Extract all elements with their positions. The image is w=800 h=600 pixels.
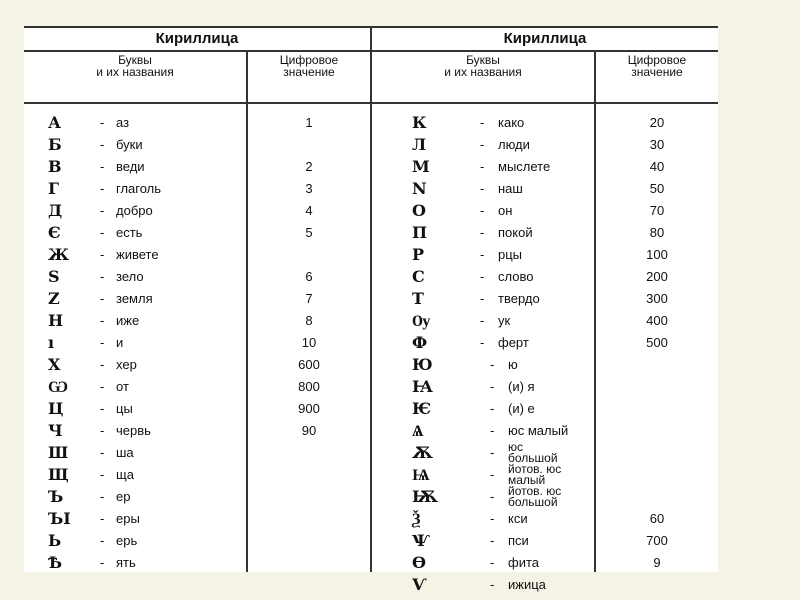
- right-table-row: [372, 112, 718, 134]
- right-table-row: [372, 464, 718, 486]
- letter-name: живете: [116, 247, 159, 262]
- right-table-row: [372, 530, 718, 552]
- letter-glyph: Ш: [48, 443, 69, 462]
- numeric-value: 300: [646, 291, 668, 306]
- letter-name: пси: [508, 533, 529, 548]
- dash-separator: -: [490, 379, 495, 394]
- letter-glyph: Ч: [48, 421, 63, 440]
- letter-glyph: Є: [48, 223, 61, 242]
- letter-name: слово: [498, 269, 534, 284]
- letter-name: ижица: [508, 577, 546, 592]
- numeric-value: 600: [298, 357, 320, 372]
- right-table-title: Кириллица: [372, 26, 718, 52]
- left-table-row: [24, 288, 370, 310]
- letter-name: рцы: [498, 247, 523, 262]
- dash-separator: -: [490, 489, 495, 504]
- right-header-letters-text: Буквы и их названия: [444, 53, 522, 79]
- numeric-value: 20: [649, 115, 665, 130]
- numeric-value: 90: [301, 423, 317, 438]
- numeric-value: 700: [646, 533, 668, 548]
- letter-glyph: ЪI: [48, 509, 71, 528]
- left-table-row: [24, 442, 370, 464]
- left-table-row: [24, 398, 370, 420]
- dash-separator: -: [100, 291, 105, 306]
- dash-separator: -: [100, 115, 105, 130]
- numeric-value: 80: [649, 225, 665, 240]
- letter-glyph: Х: [48, 355, 61, 374]
- numeric-value: 50: [649, 181, 665, 196]
- left-table-row: [24, 266, 370, 288]
- letter-name: ерь: [116, 533, 138, 548]
- dash-separator: -: [100, 401, 105, 416]
- letter-name: веди: [116, 159, 145, 174]
- left-table-row: [24, 222, 370, 244]
- letter-name: покой: [498, 225, 533, 240]
- letter-glyph: Ъ: [48, 487, 64, 506]
- left-table-row: [24, 530, 370, 552]
- dash-separator: -: [490, 577, 495, 592]
- dash-separator: -: [100, 137, 105, 152]
- letter-name: (и) е: [508, 401, 535, 416]
- left-table-row: [24, 244, 370, 266]
- left-table-row: [24, 552, 370, 574]
- dash-separator: -: [100, 269, 105, 284]
- right-table-row: [372, 288, 718, 310]
- dash-separator: -: [480, 203, 485, 218]
- right-table-row: [372, 200, 718, 222]
- numeric-value: 8: [305, 313, 313, 328]
- left-table-row: [24, 508, 370, 530]
- letter-glyph: Р: [412, 245, 425, 264]
- letter-glyph: П: [412, 223, 428, 242]
- letter-glyph: В: [48, 157, 62, 176]
- numeric-value: 70: [649, 203, 665, 218]
- right-table-row: [372, 222, 718, 244]
- numeric-value: 30: [649, 137, 665, 152]
- letter-glyph: Г: [48, 179, 60, 198]
- letter-name: он: [498, 203, 513, 218]
- letter-name: аз: [116, 115, 130, 130]
- letter-glyph: Ѣ: [48, 553, 63, 572]
- numeric-value: 100: [646, 247, 668, 262]
- letter-glyph: N: [412, 179, 427, 198]
- right-table-row: [372, 398, 718, 420]
- letter-name: ща: [116, 467, 134, 482]
- numeric-value: 900: [298, 401, 320, 416]
- letter-name: наш: [498, 181, 523, 196]
- dash-separator: -: [100, 225, 105, 240]
- numeric-value: 3: [305, 181, 313, 196]
- right-header-value-text: Цифровое значение: [627, 53, 687, 79]
- left-header-letters-text: Буквы и их названия: [96, 53, 174, 79]
- right-table-row: [372, 178, 718, 200]
- letter-name: земля: [116, 291, 153, 306]
- letter-glyph: Ѧ: [412, 421, 424, 440]
- numeric-value: 5: [305, 225, 313, 240]
- letter-glyph: Д: [48, 201, 63, 220]
- right-header-value: [596, 50, 718, 104]
- letter-name: и: [116, 335, 124, 350]
- letter-glyph: Ѩ: [412, 465, 430, 484]
- letter-name: иже: [116, 313, 140, 328]
- numeric-value: 800: [298, 379, 320, 394]
- letter-glyph: Ζ: [48, 289, 60, 308]
- letter-glyph: Ꙗ: [412, 377, 433, 396]
- dash-separator: -: [490, 445, 495, 460]
- dash-separator: -: [100, 533, 105, 548]
- left-table-row: [24, 332, 370, 354]
- letter-glyph: С: [412, 267, 425, 286]
- dash-separator: -: [490, 357, 495, 372]
- dash-separator: -: [100, 335, 105, 350]
- right-table-row: [372, 442, 718, 464]
- letter-name: зело: [116, 269, 144, 284]
- numeric-value: 500: [646, 335, 668, 350]
- letter-name: како: [498, 115, 525, 130]
- right-table-row: [372, 420, 718, 442]
- letter-name: юс малый: [508, 423, 569, 438]
- letter-name: твердо: [498, 291, 540, 306]
- letter-name: фита: [508, 555, 539, 570]
- letter-glyph: Ь: [48, 531, 62, 550]
- letter-name: (и) я: [508, 379, 535, 394]
- left-table-row: [24, 420, 370, 442]
- left-table-row: [24, 156, 370, 178]
- numeric-value: 400: [646, 313, 668, 328]
- dash-separator: -: [100, 313, 105, 328]
- left-table-row: [24, 486, 370, 508]
- left-rows: [24, 112, 370, 574]
- left-table-row: [24, 310, 370, 332]
- dash-separator: -: [100, 357, 105, 372]
- right-table-row: [372, 266, 718, 288]
- right-table: [372, 26, 718, 594]
- right-table-row: [372, 486, 718, 508]
- letter-glyph: Ѹ: [412, 311, 431, 330]
- left-table-row: [24, 354, 370, 376]
- letter-glyph: Ю: [412, 355, 433, 374]
- letter-glyph: Ѕ: [48, 267, 60, 286]
- numeric-value: 40: [649, 159, 665, 174]
- letter-name: от: [116, 379, 129, 394]
- right-table-row: [372, 332, 718, 354]
- left-header-value: [248, 50, 370, 104]
- dash-separator: -: [480, 225, 485, 240]
- dash-separator: -: [480, 159, 485, 174]
- dash-separator: -: [480, 247, 485, 262]
- letter-name: есть: [116, 225, 143, 240]
- letter-glyph: Ѡ: [48, 377, 69, 396]
- left-header-letters: [24, 50, 246, 104]
- letter-glyph: Б: [48, 135, 62, 154]
- letter-glyph: О: [412, 201, 426, 220]
- letter-glyph: Ф: [412, 333, 428, 352]
- dash-separator: -: [100, 445, 105, 460]
- dash-separator: -: [100, 203, 105, 218]
- dash-separator: -: [480, 291, 485, 306]
- letter-name: ер: [116, 489, 131, 504]
- dash-separator: -: [480, 335, 485, 350]
- dash-separator: -: [100, 423, 105, 438]
- dash-separator: -: [480, 269, 485, 284]
- dash-separator: -: [480, 115, 485, 130]
- numeric-value: 1: [305, 115, 313, 130]
- letter-name: ферт: [498, 335, 529, 350]
- letter-name: люди: [498, 137, 530, 152]
- letter-glyph: Ѱ: [412, 531, 430, 550]
- dash-separator: -: [480, 313, 485, 328]
- letter-name: йотов. юс малый: [508, 462, 562, 487]
- dash-separator: -: [490, 467, 495, 482]
- letter-glyph: Ж: [48, 245, 69, 264]
- letter-glyph: Ц: [48, 399, 64, 418]
- dash-separator: -: [490, 555, 495, 570]
- dash-separator: -: [100, 467, 105, 482]
- dash-separator: -: [100, 511, 105, 526]
- left-table-row: [24, 376, 370, 398]
- dash-separator: -: [490, 401, 495, 416]
- left-table: [24, 26, 372, 572]
- letter-glyph: Ѯ: [412, 509, 421, 528]
- dash-separator: -: [490, 511, 495, 526]
- letter-name: мыслете: [498, 159, 551, 174]
- letter-name: йотов. юс большой: [508, 484, 562, 509]
- letter-glyph: Ѫ: [412, 443, 433, 462]
- letter-name: ю: [508, 357, 518, 372]
- letter-glyph: Ѭ: [412, 487, 439, 506]
- left-table-row: [24, 200, 370, 222]
- dash-separator: -: [480, 137, 485, 152]
- letter-glyph: К: [412, 113, 427, 132]
- dash-separator: -: [490, 533, 495, 548]
- right-header-letters: [372, 50, 594, 104]
- left-table-row: [24, 178, 370, 200]
- right-table-row: [372, 552, 718, 574]
- letter-glyph: Т: [412, 289, 424, 308]
- dash-separator: -: [490, 423, 495, 438]
- letter-name: цы: [116, 401, 133, 416]
- letter-name: червь: [116, 423, 151, 438]
- letter-name: юс большой: [508, 440, 558, 465]
- numeric-value: 2: [305, 159, 313, 174]
- letter-glyph: Щ: [48, 465, 69, 484]
- right-table-row: [372, 376, 718, 398]
- letter-glyph: ı: [48, 333, 55, 352]
- right-table-row: [372, 134, 718, 156]
- cyrillic-table: [24, 26, 718, 594]
- letter-name: ша: [116, 445, 134, 460]
- right-table-row: [372, 156, 718, 178]
- right-table-row: [372, 574, 718, 596]
- right-table-row: [372, 244, 718, 266]
- dash-separator: -: [100, 379, 105, 394]
- numeric-value: 60: [649, 511, 665, 526]
- left-table-row: [24, 464, 370, 486]
- right-table-row: [372, 310, 718, 332]
- letter-glyph: Л: [412, 135, 427, 154]
- numeric-value: 9: [653, 555, 661, 570]
- dash-separator: -: [100, 159, 105, 174]
- dash-separator: -: [100, 181, 105, 196]
- letter-name: буки: [116, 137, 143, 152]
- letter-glyph: М: [412, 157, 430, 176]
- left-table-row: [24, 112, 370, 134]
- numeric-value: 6: [305, 269, 313, 284]
- letter-name: глаголь: [116, 181, 162, 196]
- letter-glyph: А: [48, 113, 62, 132]
- numeric-value: 200: [646, 269, 668, 284]
- letter-name: еры: [116, 511, 140, 526]
- numeric-value: 7: [305, 291, 313, 306]
- dash-separator: -: [100, 247, 105, 262]
- dash-separator: -: [100, 489, 105, 504]
- letter-name: кси: [508, 511, 528, 526]
- dash-separator: -: [480, 181, 485, 196]
- right-rows: [372, 112, 718, 596]
- letter-glyph: Ѥ: [412, 399, 432, 418]
- letter-name: добро: [116, 203, 153, 218]
- right-table-row: [372, 354, 718, 376]
- letter-name: хер: [116, 357, 137, 372]
- letter-glyph: Н: [48, 311, 64, 330]
- right-table-row: [372, 508, 718, 530]
- left-table-title: Кириллица: [24, 26, 370, 52]
- dash-separator: -: [100, 555, 105, 570]
- left-table-row: [24, 134, 370, 156]
- letter-name: ук: [498, 313, 511, 328]
- letter-glyph: Ѵ: [412, 575, 427, 594]
- numeric-value: 4: [305, 203, 313, 218]
- left-header-value-text: Цифровое значение: [279, 53, 339, 79]
- numeric-value: 10: [301, 335, 317, 350]
- letter-name: ять: [116, 555, 136, 570]
- letter-glyph: Ѳ: [412, 553, 426, 572]
